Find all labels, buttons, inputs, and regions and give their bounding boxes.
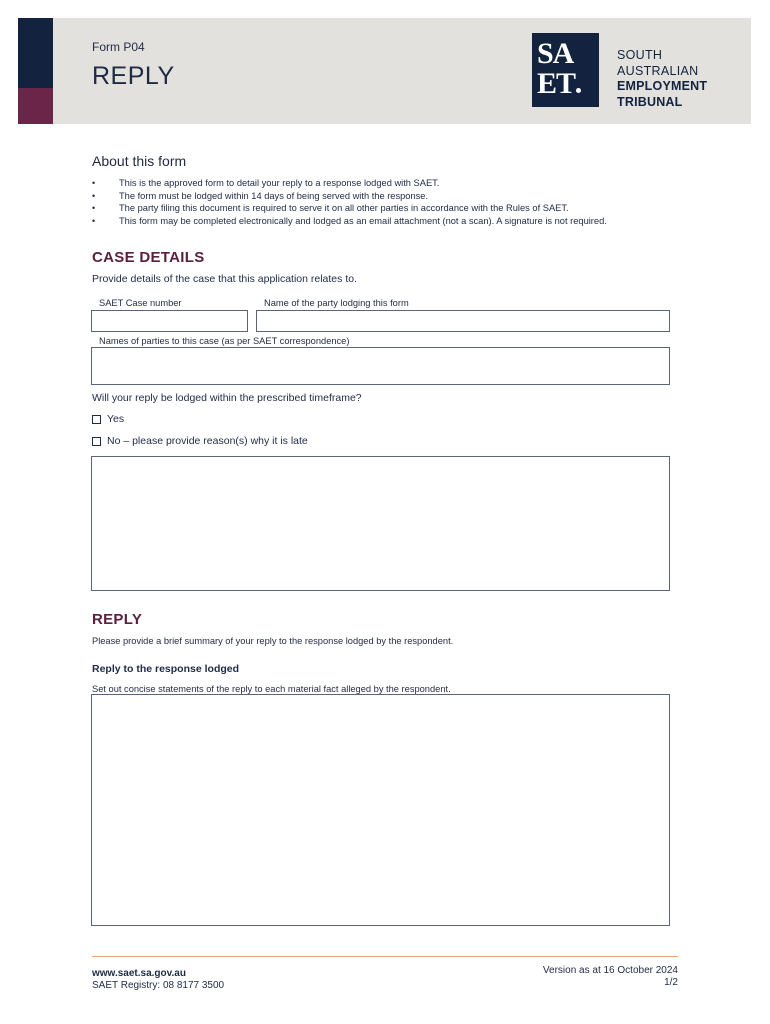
parties-field[interactable] bbox=[91, 347, 670, 385]
reply-intro: Please provide a brief summary of your reply to the response lodged by the respondent. bbox=[92, 636, 454, 646]
saet-logo-text bbox=[617, 48, 707, 110]
footer-website[interactable]: www.saet.sa.gov.au bbox=[92, 968, 186, 979]
late-reason-field[interactable] bbox=[91, 456, 670, 591]
parties-label: Names of parties to this case (as per SAET correspondence) bbox=[99, 336, 350, 346]
case-number-field[interactable] bbox=[91, 310, 248, 332]
list-item: • The form must be lodged within 14 days of being served with the response. bbox=[92, 190, 607, 203]
footer-version: Version as at 16 October 2024 bbox=[542, 965, 678, 976]
list-item: • This is the approved form to detail your reply to a response lodged with SAET. bbox=[92, 177, 607, 190]
no-checkbox[interactable] bbox=[92, 437, 101, 446]
party-name-label: Name of the party lodging this form bbox=[264, 298, 409, 308]
footer-registry: SAET Registry: 08 8177 3500 bbox=[92, 980, 225, 991]
page-number: 1/2 bbox=[664, 977, 678, 988]
logo-line-2: AUSTRALIAN bbox=[617, 63, 699, 78]
case-details-heading: CASE DETAILS bbox=[92, 249, 205, 266]
page-title: REPLY bbox=[92, 62, 175, 90]
list-item: • This form may be completed electronically and lodged as an email attachment (not a scan). A signature is not required. bbox=[92, 215, 607, 228]
logo-line-3: EMPLOYMENT bbox=[617, 79, 708, 93]
about-title: About this form bbox=[92, 153, 187, 169]
case-number-label: SAET Case number bbox=[99, 298, 182, 308]
option-yes-label: Yes bbox=[107, 413, 125, 425]
header-accent-navy bbox=[18, 18, 53, 88]
list-item: • The party filing this document is required to serve it on all other parties in accordance with the Rules of SAET. bbox=[92, 202, 607, 215]
option-no[interactable] bbox=[92, 435, 308, 447]
option-no-label: No – please provide reason(s) why it is late bbox=[107, 435, 308, 447]
logo-line-4: TRIBUNAL bbox=[617, 94, 683, 109]
reply-heading: REPLY bbox=[92, 611, 143, 628]
logo-line-1: SOUTH bbox=[617, 48, 663, 62]
option-yes[interactable] bbox=[92, 413, 124, 425]
about-list bbox=[92, 177, 607, 227]
footer-divider bbox=[92, 956, 678, 957]
party-name-field[interactable] bbox=[256, 310, 670, 332]
header-accent-plum bbox=[18, 88, 53, 124]
yes-checkbox[interactable] bbox=[92, 415, 101, 424]
case-details-intro: Provide details of the case that this application relates to. bbox=[92, 273, 357, 285]
form-code: Form P04 bbox=[92, 40, 145, 54]
reply-subheading: Reply to the response lodged bbox=[92, 663, 240, 675]
timeframe-question: Will your reply be lodged within the prescribed timeframe? bbox=[92, 392, 362, 404]
reply-field[interactable] bbox=[91, 694, 670, 926]
saet-logo-mark: SA ET bbox=[532, 33, 599, 107]
reply-instruction: Set out concise statements of the reply to each material fact alleged by the respondent. bbox=[92, 684, 451, 694]
